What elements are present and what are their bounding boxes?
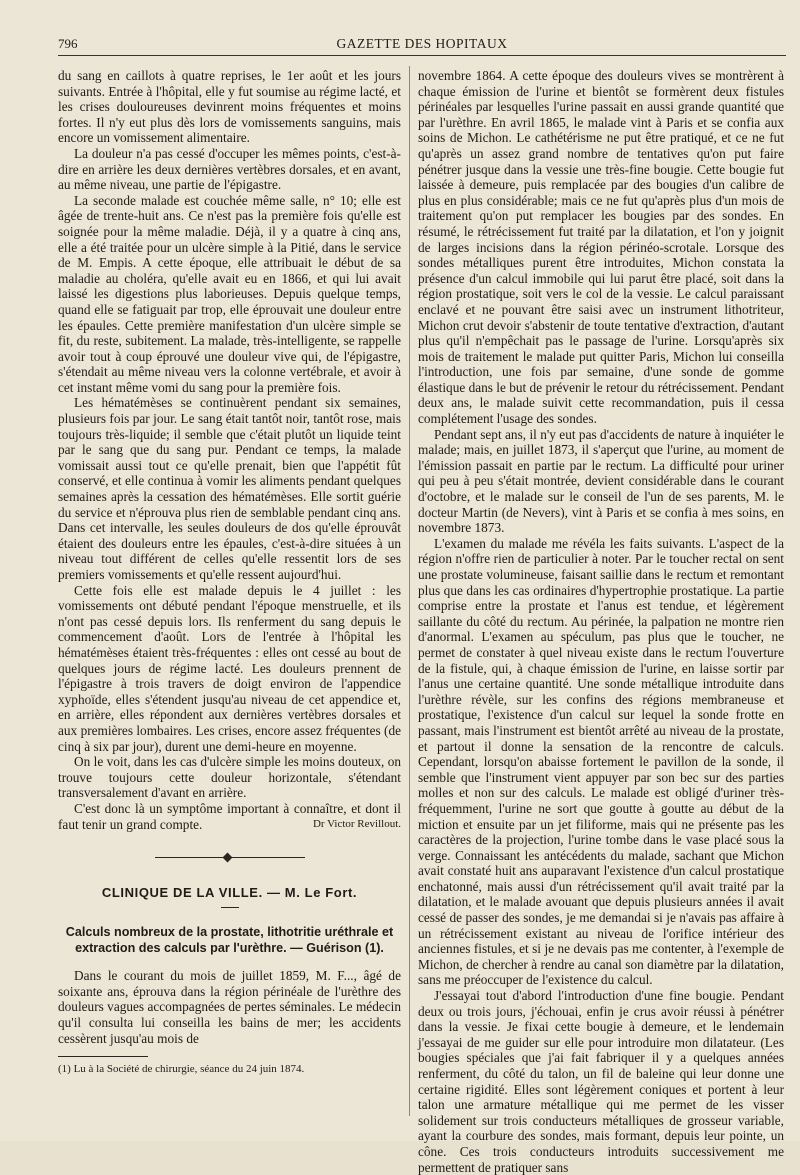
running-title: GAZETTE DES HOPITAUX	[336, 36, 508, 51]
paragraph: novembre 1864. A cette époque des douleurs vives se montrèrent à chaque émission de l'urine et bientôt se formèrent deux fistules périnéales par lesquelles l'urine passait en aussi grande quantité que par l'urèthre. En avril 1865, le malade vint à Paris et se confia aux soins de Michon. Le cathétérisme ne put être pratiqué, et ce ne fut qu'après un assez grand nombre de tentatives qu'on put faire pénétrer jusque dans la vessie une très-fine bougie. Cette bougie fut laissée à demeure, puis remplacée par des bougies d'un calibre de plus en plus considérable; mais ce ne fut qu'après plus d'un mois de traitement qu'on put remplacer les bougies par des sondes. En résumé, le rétrécissement fut traité par la dilatation, et l'on y joignit de larges incisions dans la région périnéo-scrotale. Lorsque des sondes métalliques purent être introduites, Michon constata la présence d'un calcul immobile qui lui parut être placé, soit dans la région prostatique, soit vers le col de la vessie. Le calcul paraissant enclavé et ne pouvant être saisi avec un instrument lithotriteur, Michon crut devoir s'abstenir de toute tentative d'extraction, d'autant plus qu'il n'empêchait pas le passage de l'urine. Lorsqu'après six mois de traitement le malade put quitter Paris, Michon lui conseilla l'introduction, une fois par semaine, d'une sonde de gomme élastique dans le but de prévenir le retour du rétrécissement. Pendant deux ans, le malade suivit cette recommandation, puis il cessa complétement l'usage des sondes.	[418, 68, 784, 427]
paragraph: On le voit, dans les cas d'ulcère simple les moins douteux, on trouve toujours cette douleur horizontale, s'étendant transversalement d'avant en arrière.	[58, 754, 401, 801]
article-subtitle: Calculs nombreux de la prostate, lithotritie uréthrale et extraction des calculs par l'urèthre. — Guérison (1).	[65, 925, 394, 956]
paragraph: La seconde malade est couchée même salle, n° 10; elle est âgée de trente-huit ans. Ce n'est pas la première fois qu'elle est soignée pour la même maladie. Déjà, il y a quatre à cinq ans, elle a été traitée pour un ulcère simple à la Pitié, dans le service de M. Empis. A cette époque, elle attribuait le début de sa maladie au choléra, qu'elle avait eu en 1866, et qui lui avait laissé les digestions plus laborieuses. Depuis quelque temps, quand elle se fatiguait par trop, elle éprouvait une douleur entre les épaules. Cette première manifestation d'un ulcère simple se fit, du reste, subitement. La malade, très-intelligente, se rappelle avoir tout à coup éprouvé une douleur vive qui, de l'épigastre, s'étendait au même niveau vers la colonne vertébrale, et avoir à cet instant même vomi du sang pour la première fois.	[58, 192, 401, 395]
paragraph: Les hématémèses se continuèrent pendant six semaines, plusieurs fois par jour. Le sang était tantôt noir, tantôt rose, mais toujours très-liquide; il semble que c'était plutôt un liquide teint par le sang que du sang pur. Pendant ce temps, la malade vomissait aussi tout ce qu'elle prenait, bien que l'appétit fût conservé, et elle continua à vomir les aliments pendant quelques semaines après la cessation des hématémèses. Elle sortit guérie du service et n'éprouva plus rien de semblable pendant cinq ans. Dans cet intervalle, les seules douleurs de dos qu'elle éprouvât étaient des douleurs entre les épaules, c'est-à-dire situées à un niveau tout différent de celles qu'elle ressentit lors de ses premiers vomissements et qu'elle ressent aujourd'hui.	[58, 395, 401, 582]
page-number: 796	[58, 36, 78, 51]
footnote: (1) Lu à la Société de chirurgie, séance du 24 juin 1874.	[58, 1063, 305, 1076]
paragraph: C'est donc là un symptôme important à connaître, et dont il faut tenir un grand compte.	[58, 800, 401, 832]
section-title	[58, 885, 401, 902]
right-column	[418, 68, 784, 1175]
left-column	[58, 68, 401, 1076]
section-heading: CLINIQUE DE LA VILLE. — M. Le Fort.	[101, 884, 358, 900]
paragraph: La douleur n'a pas cessé d'occuper les mêmes points, c'est-à-dire en arrière les deux dernières vertèbres dorsales, et en avant, au même niveau, une partie de l'épigastre.	[58, 145, 401, 193]
paragraph: Pendant sept ans, il n'y eut pas d'accidents de nature à inquiéter le malade; mais, en juillet 1873, il s'aperçut que l'urine, au moment de l'émission passait en partie par le rectum. La difficulté pour uriner qui peu à peu s'était montrée, devient considérable dans le courant d'octobre, et le malade sur le conseil de l'un de ses parents, M. le docteur Martin (de Nevers), vint à Paris et se confia à mes soins, en novembre 1873.	[418, 426, 784, 536]
paragraph: J'essayai tout d'abord l'introduction d'une fine bougie. Pendant deux ou trois jours, j'échouai, enfin je crus avoir réussi à pénétrer dans la vessie. Je fixai cette bougie à demeure, et le lendemain j'essayai de me guider sur elle pour introduire mon dilatateur. (Les bougies spéciales que j'ai fait fabriquer il y a quelques années renferment, du côté du talon, un fil de baleine qui leur donne une certaine rigidité. Elles sont légèrement coniques et portent à leur talon une armature métallique qui me permet de les visser solidement sur trois conducteurs métalliques de grosseur variable, ayant la courbure des sondes, mais formant, depuis leur pointe, un cône. Ces trois conducteurs introduits successivement me permettent de pratiquer sans	[418, 988, 784, 1175]
short-rule	[221, 907, 239, 908]
author-signature: Dr Victor Revillout.	[312, 818, 401, 831]
page-header	[58, 33, 786, 56]
column-divider	[409, 66, 410, 1116]
footnote-rule	[58, 1056, 148, 1057]
paragraph: Dans le courant du mois de juillet 1859, M. F..., âgé de soixante ans, éprouva dans la région périnéale de l'urèthre des douleurs vagues accompagnées de pertes séminales. Le médecin qu'il consulta lui conseilla les bains de mer; les accidents cessèrent jusqu'au mois de	[58, 968, 401, 1046]
section-separator	[155, 853, 305, 863]
paragraph: L'examen du malade me révéla les faits suivants. L'aspect de la région n'offre rien de particulier à noter. Par le toucher rectal on sent une prostate volumineuse, faisant saillie dans le rectum et remontant plus que dans les cas ordinaires d'hypertrophie prostatique. La partie comprise entre la prostate et l'anus est tendue, et légèrement saillante du côté du rectum. Au périnée, la palpation ne montre rien d'anormal. L'examen au spéculum, pas plus que le toucher, ne permet de constater à quel niveau existe dans le rectum l'ouverture de la fistule, qui, à chaque émission de l'urine, en laisse sortir par l'anus une certaine quantité. Une sonde métallique introduite dans l'urèthre révèle, sur les confins des régions membraneuse et prostatique, l'existence d'un calcul sur lequel la sonde frotte en passant, mais l'instrument est bientôt arrêté au niveau de la prostate, et partout il donne la sensation de la rencontre de calculs. Cependant, lorsqu'on abaisse fortement le pavillon de la sonde, il semble que l'instrument vient appuyer par son bec sur des parties molles et non sur des calculs. Le malade est obligé d'uriner très-fréquemment, l'urine ne sort que goutte à goutte au début de la miction et ensuite par un jet filiforme, mais qui ne présente pas les caractères de la projection, l'urine tombe dans le vase placé sous la verge. Connaissant les antécédents du malade, sachant que Michon avait constaté huit ans auparavant l'existence d'un calcul prostatique enchatonné, mais aussi d'un rétrécissement qu'il avait traité par la dilatation, et le malade avouant que depuis plusieurs années il avait cessé de passer des sondes, je me demandai si je n'avais pas affaire à un rétrécissement existant au niveau de l'orifice intérieur des anciennes fistules, et si je ne devais pas me contenter, à l'exemple de Michon, de chercher à rendre au canal son diamètre par la dilatation, sans me préoccuper de l'existence du calcul.	[418, 535, 784, 988]
paragraph: Cette fois elle est malade depuis le 4 juillet : les vomissements ont débuté pendant l'époque menstruelle, et ils n'ont pas cessé depuis lors. Ils renferment du sang depuis le commencement d'août. Lors de l'entrée à l'hôpital les hématémèses étaient très-fréquentes : elles ont cessé au bout de quelques jours de régime lacté. Les douleurs prennent de l'épigastre à trois travers de doigt environ de l'appendice xyphoïde, elles s'étendent jusqu'au niveau de cet appendice et, en arrière, elles répondent aux dernières vertèbres dorsales et aux premières lombaires. Les crises, encore assez fréquentes (de cinq à six par jour), durent une demi-heure en moyenne.	[58, 582, 401, 754]
diamond-ornament-icon	[222, 852, 232, 862]
paragraph: du sang en caillots à quatre reprises, le 1er août et les jours suivants. Entrée à l'hôpital, elle y fut soumise au régime lacté, et les crises douloureuses devinrent moins fréquentes et moins fortes. Il n'y eut plus dès lors de vomissements sanguins, mais encore un vomissement alimentaire.	[58, 68, 401, 146]
